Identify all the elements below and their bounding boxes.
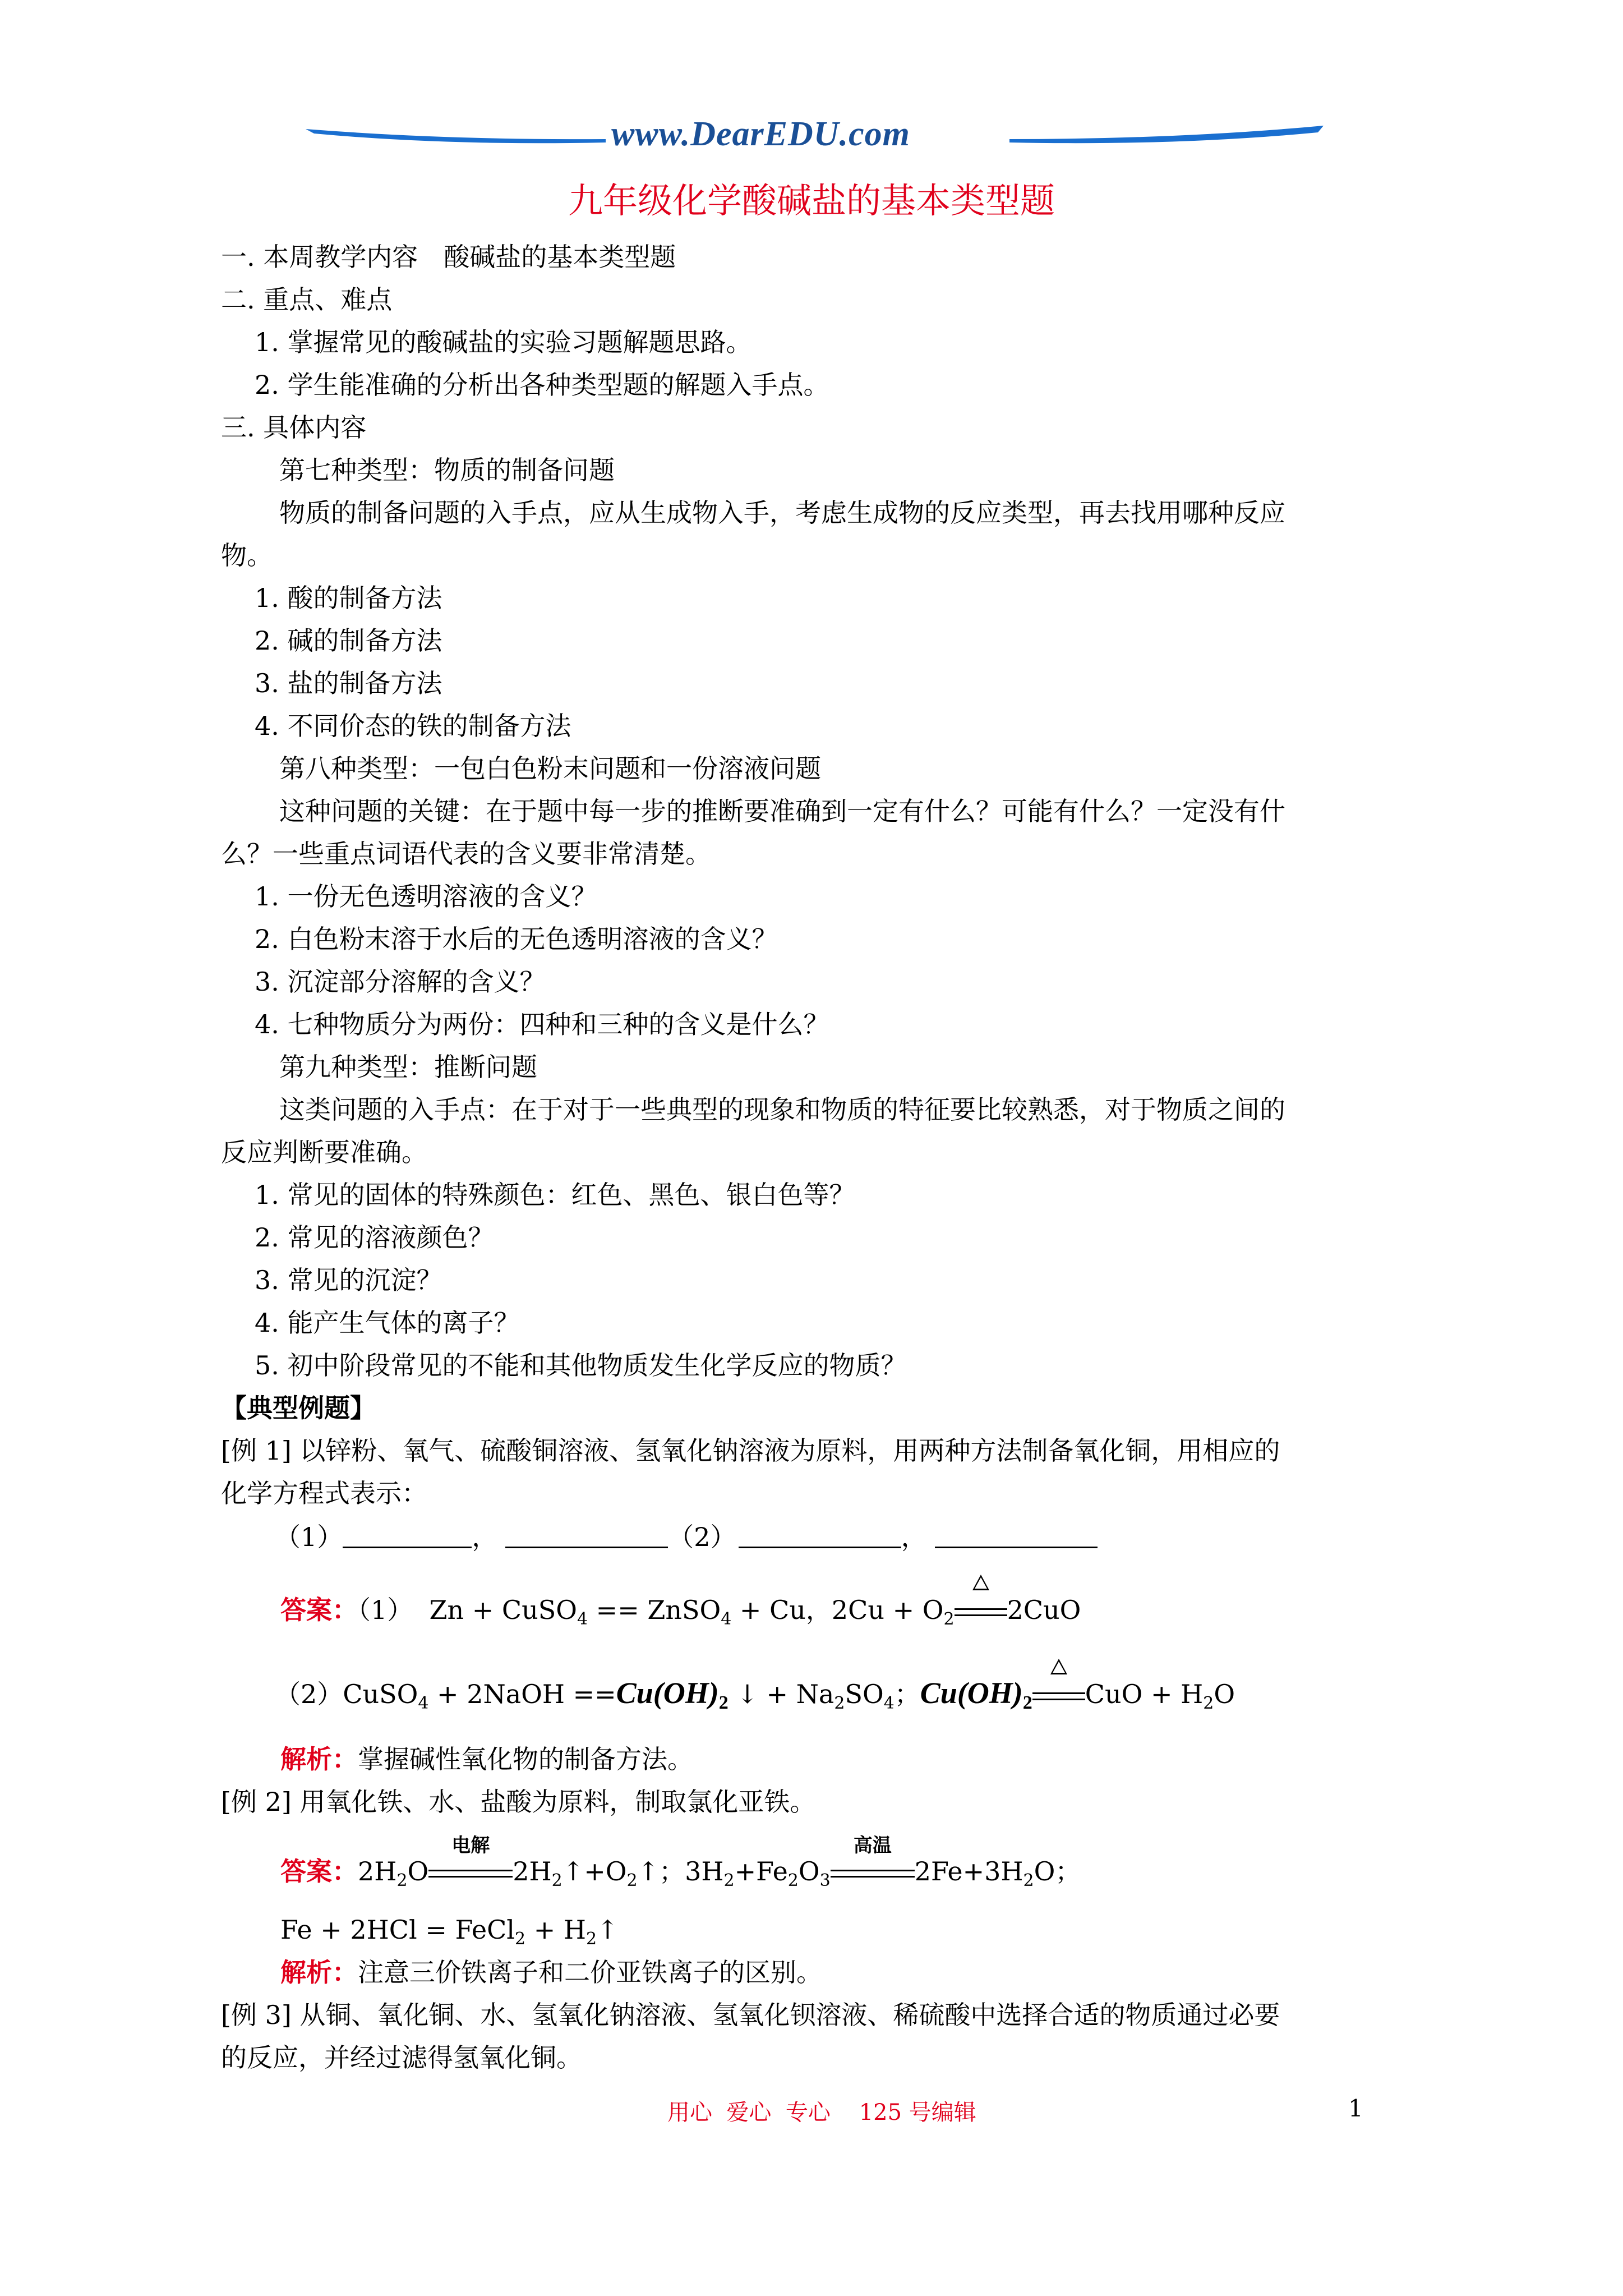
list-item: 1. 掌握常见的酸碱盐的实验习题解题思路。 [255, 327, 752, 357]
explanation-label: 解析： [280, 1957, 358, 1987]
heat-triangle-icon [1050, 1659, 1067, 1674]
paragraph-line: 物质的制备问题的入手点，应从生成物入手，考虑生成物的反应类型，再去找用哪种反应 [279, 498, 1285, 528]
paragraph-line: 这种问题的关键：在于题中每一步的推断要准确到一定有什么？可能有什么？一定没有什 [279, 796, 1285, 826]
equation-text: 2CuO [1007, 1595, 1081, 1625]
equation-text: ↑ [597, 1915, 619, 1945]
subscript: 2 [1022, 1692, 1032, 1713]
equation-text: ↑+O [562, 1856, 627, 1887]
equation-text: 2H [358, 1856, 397, 1887]
section-heading: 一. 本周教学内容 酸碱盐的基本类型题 [221, 242, 676, 272]
example-2-question: [例 2] 用氧化铁、水、盐酸为原料，制取氯化亚铁。 [221, 1787, 816, 1817]
electrolysis-condition [428, 1834, 513, 1887]
answer-number: （1） [358, 1595, 413, 1625]
page-title: 九年级化学酸碱盐的基本类型题 [568, 180, 1055, 221]
formula-cu-oh-2 [920, 1676, 1032, 1713]
list-item: 2. 碱的制备方法 [255, 625, 442, 656]
equation-text: O； [1034, 1856, 1081, 1887]
example-1-question: 化学方程式表示： [221, 1478, 427, 1508]
answer-blank [935, 1524, 1098, 1548]
equation-text: Fe + 2HCl = FeCl [280, 1915, 515, 1945]
subscript: 2 [787, 1871, 799, 1890]
list-item: 3. 盐的制备方法 [255, 668, 442, 698]
list-item: 4. 能产生气体的离子？ [255, 1308, 520, 1338]
equation-text: Zn + CuSO [429, 1595, 577, 1625]
answer-blank [739, 1524, 901, 1548]
subscript: 2 [626, 1871, 638, 1890]
blank-separator: ， [901, 1522, 927, 1552]
section-heading: 三. 具体内容 [221, 412, 367, 443]
subscript: 2 [1203, 1694, 1214, 1713]
subscript: 4 [577, 1609, 588, 1629]
blank-label: （2） [668, 1522, 736, 1552]
paragraph-line: 反应判断要准确。 [221, 1137, 427, 1167]
example-2-explanation [280, 1957, 822, 1988]
high-temperature-condition [831, 1834, 915, 1887]
answer-label: 答案： [280, 1856, 358, 1887]
list-item: 1. 一份无色透明溶液的含义？ [255, 881, 597, 912]
example-1-answer-2 [275, 1677, 1235, 1719]
subscript: 4 [883, 1694, 895, 1713]
type-heading: 第八种类型：一包白色粉末问题和一份溶液问题 [279, 753, 821, 784]
equation-text: +Fe [734, 1856, 788, 1887]
equation-text: == ZnSO [588, 1595, 721, 1625]
equation-text: 2Fe+3H [914, 1856, 1023, 1887]
list-item: 3. 沉淀部分溶解的含义？ [255, 967, 546, 997]
equation-text: + Cu，2Cu + O [731, 1595, 944, 1625]
heat-condition [1032, 1678, 1085, 1710]
equation-text: SO [845, 1679, 884, 1709]
subscript: 2 [551, 1871, 562, 1890]
page-number: 1 [1348, 2095, 1363, 2122]
section-heading: 二. 重点、难点 [221, 284, 393, 315]
list-item: 2. 常见的溶液颜色？ [255, 1222, 494, 1253]
subscript: 2 [515, 1929, 526, 1949]
condition-label: 高温 [853, 1834, 892, 1857]
example-1-explanation [280, 1743, 693, 1775]
type-heading: 第七种类型：物质的制备问题 [279, 455, 615, 485]
formula-text: Cu(OH) [616, 1676, 719, 1710]
list-item: 5. 初中阶段常见的不能和其他物质发生化学反应的物质？ [255, 1350, 907, 1381]
heat-condition [955, 1594, 1007, 1626]
example-2-answer-1 [280, 1834, 1081, 1897]
condition-label: 电解 [451, 1834, 490, 1857]
heat-triangle-icon [972, 1575, 989, 1590]
subscript: 4 [418, 1694, 429, 1713]
example-1-answer-1 [280, 1594, 1081, 1635]
list-item: 4. 不同价态的铁的制备方法 [255, 711, 571, 741]
list-item: 2. 白色粉末溶于水后的无色透明溶液的含义？ [255, 924, 778, 954]
equation-text: + H [525, 1915, 587, 1945]
subscript: 2 [586, 1929, 597, 1949]
subscript: 2 [1023, 1871, 1034, 1890]
answer-blank [505, 1524, 668, 1548]
blank-label: （1） [275, 1522, 343, 1552]
site-logo-text: www.DearEDU.com [611, 115, 910, 153]
equation-text: ↓ + Na [728, 1679, 834, 1709]
list-item: 1. 常见的固体的特殊颜色：红色、黑色、银白色等？ [255, 1180, 855, 1210]
list-item: 1. 酸的制备方法 [255, 583, 442, 613]
example-1-blanks [275, 1521, 1098, 1553]
subscript: 2 [723, 1871, 735, 1890]
blank-separator: ， [472, 1522, 498, 1552]
subscript: 2 [943, 1609, 955, 1629]
paragraph-line: 物。 [221, 540, 273, 570]
subscript: 2 [718, 1692, 728, 1713]
answer-number: （2） [275, 1679, 343, 1709]
answer-label: 答案： [280, 1595, 358, 1625]
equation-text: ； [894, 1679, 920, 1709]
explanation-label: 解析： [280, 1744, 358, 1774]
list-item: 4. 七种物质分为两份：四种和三种的含义是什么？ [255, 1009, 829, 1039]
equation-text: O [1214, 1679, 1235, 1709]
examples-heading: 【典型例题】 [221, 1393, 376, 1423]
equation-text: O [798, 1856, 820, 1887]
list-item: 2. 学生能准确的分析出各种类型题的解题入手点。 [255, 370, 829, 400]
equation-text: O [407, 1856, 429, 1887]
explanation-text: 掌握碱性氧化物的制备方法。 [358, 1744, 693, 1774]
list-item: 3. 常见的沉淀？ [255, 1265, 442, 1295]
subscript: 4 [721, 1609, 732, 1629]
equation-text: CuSO [343, 1679, 418, 1709]
example-3-question: 的反应，并经过滤得氢氧化铜。 [221, 2042, 582, 2073]
example-1-question: [例 1] 以锌粉、氧气、硫酸铜溶液、氢氧化钠溶液为原料，用两种方法制备氧化铜，用相应的 [221, 1435, 1280, 1466]
equation-text: CuO + H [1085, 1679, 1204, 1709]
footer-text: 用心 爱心 专心 125 号编辑 [667, 2100, 976, 2125]
paragraph-line: 这类问题的入手点：在于对于一些典型的现象和物质的特征要比较熟悉，对于物质之间的 [279, 1094, 1285, 1125]
subscript: 2 [834, 1694, 845, 1713]
explanation-text: 注意三价铁离子和二价亚铁离子的区别。 [358, 1957, 822, 1987]
paragraph-line: 么？一些重点词语代表的含义要非常清楚。 [221, 839, 711, 869]
formula-cu-oh-2 [616, 1676, 728, 1713]
subscript: 2 [396, 1871, 408, 1890]
type-heading: 第九种类型：推断问题 [279, 1052, 537, 1082]
equation-text: + 2NaOH == [428, 1679, 616, 1709]
equation-text: ↑；3H [637, 1856, 724, 1887]
equation-text: 2H [513, 1856, 552, 1887]
example-2-answer-2 [280, 1914, 619, 1955]
example-3-question: [例 3] 从铜、氧化铜、水、氢氧化钠溶液、氢氧化钡溶液、稀硫酸中选择合适的物质通过必要 [221, 2000, 1280, 2030]
answer-blank [343, 1524, 472, 1548]
subscript: 3 [819, 1871, 831, 1890]
formula-text: Cu(OH) [920, 1676, 1023, 1710]
